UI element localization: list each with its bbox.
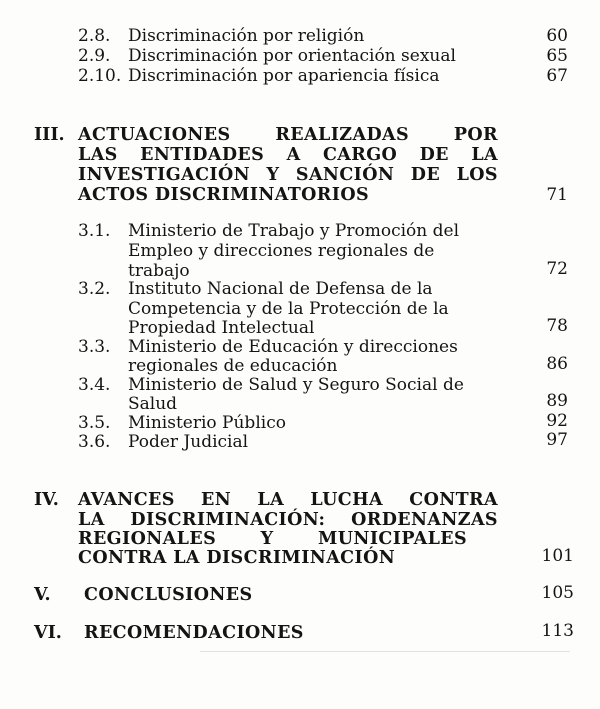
heading-word: DE [419,145,449,165]
heading-word: Y [266,165,280,185]
toc-entry-page: 97 [546,430,568,450]
chapter-number: IV. [34,490,59,510]
chapter-heading-line: CONTRA LA DISCRIMINACIÓN [78,548,396,568]
heading-word: EN [201,490,232,510]
heading-word: CARGO [322,145,398,165]
toc-entry-title: regionales de educación [128,356,338,376]
heading-word: POR [453,125,498,145]
heading-word: REALIZADAS [275,125,410,145]
toc-entry-title: Ministerio de Trabajo y Promoción del [128,221,460,241]
heading-word: A [286,145,301,165]
chapter-heading-line: ACTOS DISCRIMINATORIOS [78,185,370,205]
toc-entry-title: trabajo [128,261,190,281]
toc-entry-page: 65 [546,46,568,66]
chapter-heading-line [78,529,498,549]
heading-word: DISCRIMINACIÓN: [130,510,326,530]
toc-entry-title: Empleo y direcciones regionales de [128,241,435,261]
chapter-page: 105 [541,583,574,603]
toc-entry-title: Poder Judicial [128,432,249,452]
heading-word: LOS [456,165,498,185]
chapter-heading-line [78,510,498,530]
toc-entry-page: 86 [546,354,568,374]
heading-word: LA [257,490,285,510]
heading-word: SANCIÓN [295,165,395,185]
toc-entry-number: 3.4. [78,375,111,395]
toc-entry-page: 89 [546,391,568,411]
chapter-page: 101 [541,546,574,566]
toc-entry-title: Discriminación por religión [128,26,365,46]
chapter-title: RECOMENDACIONES [84,623,304,643]
heading-word: AVANCES [78,490,175,510]
toc-entry-title: Discriminación por orientación sexual [128,46,456,66]
scan-artifact [200,651,570,652]
chapter-number: VI. [34,623,62,643]
toc-entry-number: 3.6. [78,432,111,452]
toc-entry-number: 2.9. [78,46,111,66]
chapter-heading-line [78,165,498,185]
toc-entry-page: 92 [546,411,568,431]
toc-entry-title: Discriminación por apariencia física [128,66,440,86]
heading-word: LUCHA [310,490,383,510]
chapter-page: 113 [541,621,574,641]
heading-word: LAS [78,145,118,165]
heading-word: INVESTIGACIÓN [78,165,251,185]
chapter-title: CONCLUSIONES [84,585,253,605]
chapter-number: V. [34,585,51,605]
toc-entry-number: 2.10. [78,66,122,86]
heading-word: LA [471,145,498,165]
heading-word: CONTRA [409,490,498,510]
toc-entry-title: Ministerio de Salud y Seguro Social de [128,375,464,395]
chapter-number: III. [34,125,65,145]
toc-entry-title: Competencia y de la Protección de la [128,299,449,319]
chapter-heading-line [78,490,498,510]
toc-entry-number: 3.2. [78,279,111,299]
toc-entry-page: 67 [546,66,568,86]
toc-entry-number: 3.1. [78,221,111,241]
toc-entry-title: Ministerio de Educación y direcciones [128,337,458,357]
toc-entry-title: Salud [128,394,178,414]
heading-word: ORDENANZAS [351,510,498,530]
heading-word: ENTIDADES [140,145,265,165]
heading-word: LA [78,510,105,530]
heading-word: DE [410,165,441,185]
toc-entry-page: 60 [546,26,568,46]
toc-entry-title: Propiedad Intelectual [128,318,315,338]
toc-entry-number: 2.8. [78,26,111,46]
toc-entry-title: Instituto Nacional de Defensa de la [128,279,433,299]
chapter-heading-line [78,125,498,145]
toc-entry-number: 3.5. [78,413,111,433]
toc-entry-page: 72 [546,259,568,279]
chapter-heading-line [78,145,498,165]
heading-text: REGIONALES Y MUNICIPALES [78,529,468,549]
chapter-page: 71 [546,185,568,205]
toc-entry-title: Ministerio Público [128,413,286,433]
heading-word: ACTUACIONES [78,125,231,145]
toc-entry-page: 78 [546,316,568,336]
toc-entry-number: 3.3. [78,337,111,357]
